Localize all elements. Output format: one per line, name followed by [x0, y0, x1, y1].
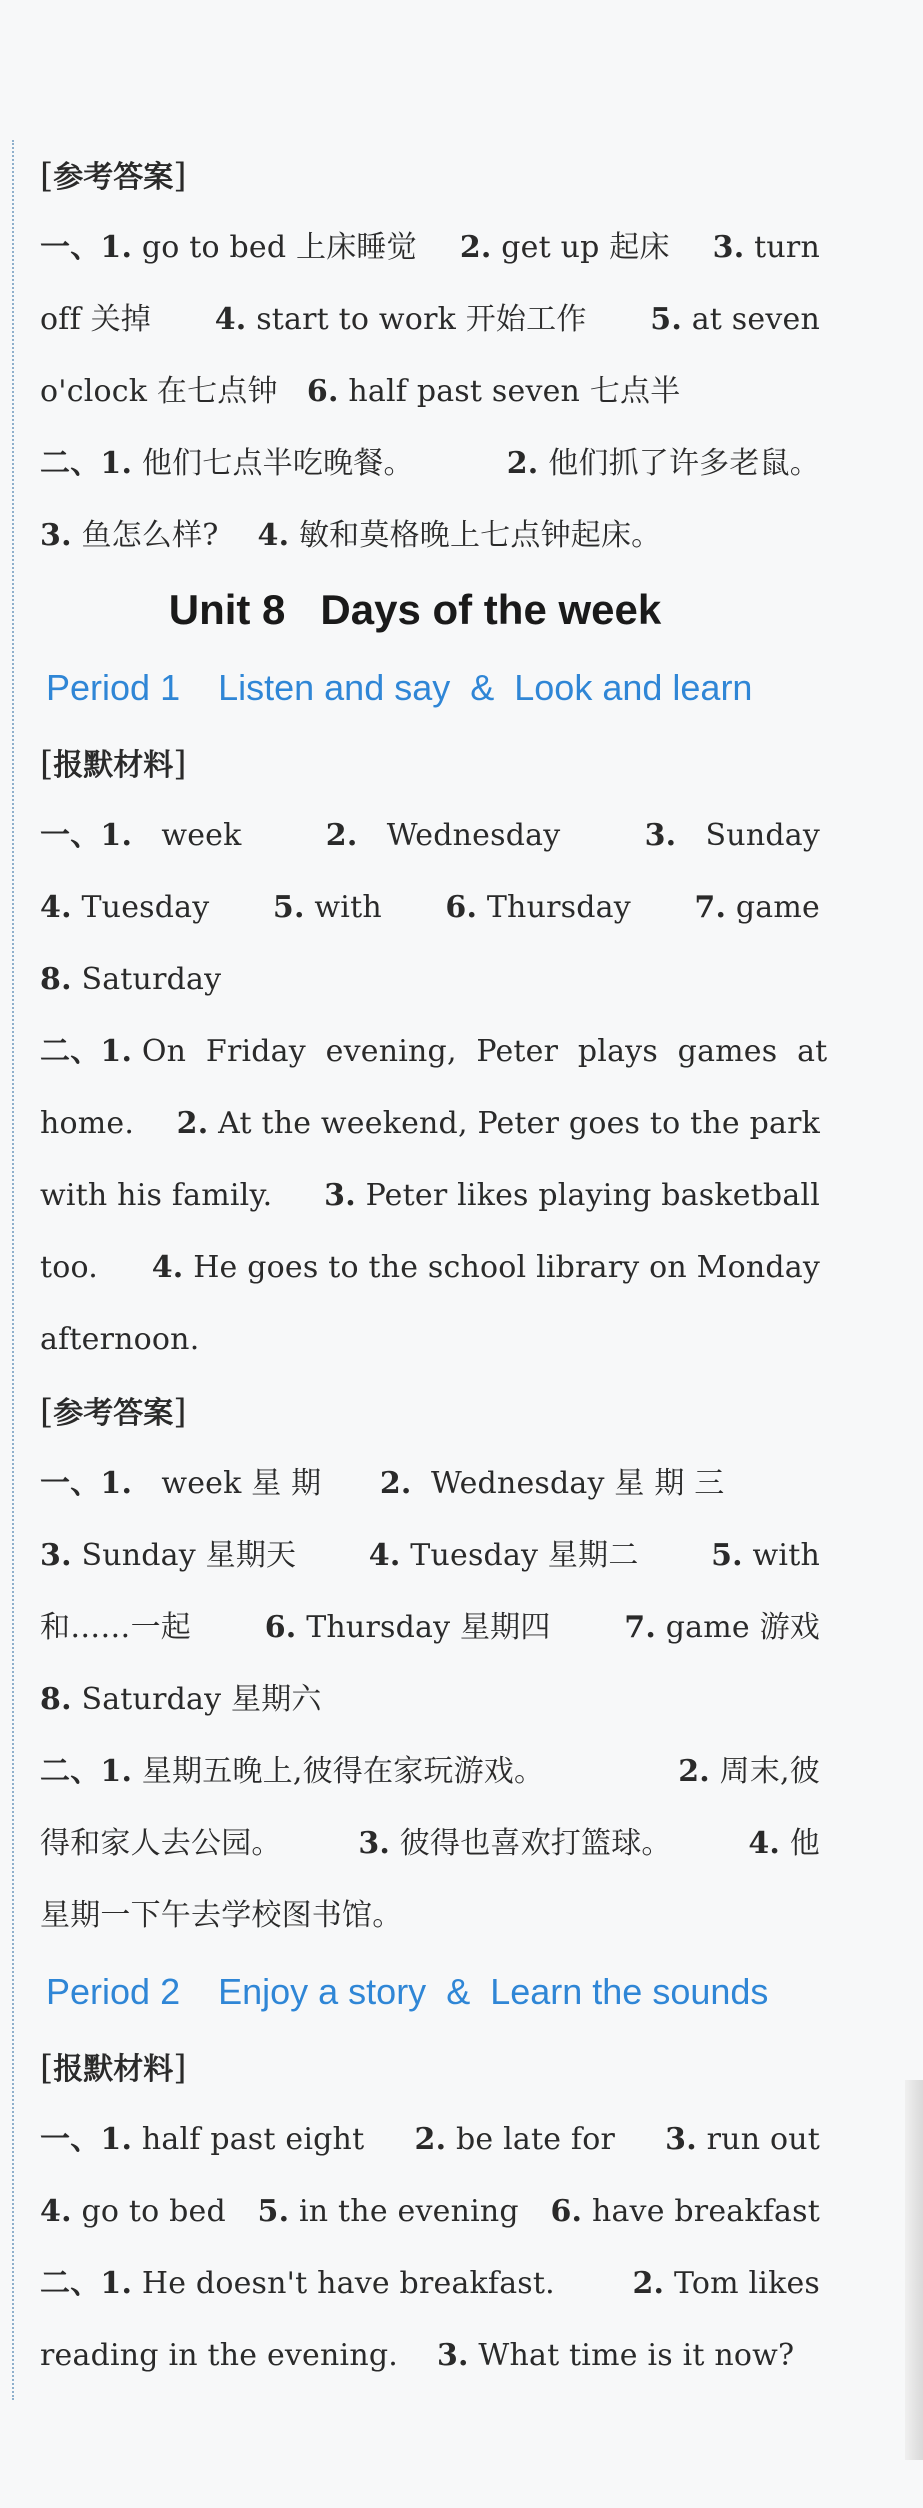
answer-line: 3. 鱼怎么样? 4. 敏和莫格晚上七点钟起床。 [40, 518, 662, 553]
dictation-header-1: [报默材料] [40, 744, 187, 784]
answer-line: 和……一起 6. Thursday 星期四 7. game 游戏 [40, 1610, 820, 1645]
dictation-line: 二、1. He doesn't have breakfast. 2. Tom likes [40, 2266, 820, 2301]
dictation-line: 一、1. week 2. Wednesday 3. Sunday [40, 818, 820, 853]
unit-title: Unit 8 Days of the week [168, 586, 662, 633]
dictation-header-2: [报默材料] [40, 2048, 187, 2088]
answer-line: 8. Saturday 星期六 [40, 1682, 322, 1717]
answer-line: 二、1. 他们七点半吃晚餐。 2. 他们抓了许多老鼠。 [40, 446, 820, 481]
dictation-line: home. 2. At the weekend, Peter goes to the park [40, 1106, 820, 1141]
answer-line: 二、1. 星期五晚上,彼得在家玩游戏。 2. 周末,彼 [40, 1754, 820, 1789]
answer-line: 得和家人去公园。 3. 彼得也喜欢打篮球。 4. 他 [40, 1826, 820, 1861]
dictation-line: too. 4. He goes to the school library on Monday [40, 1250, 820, 1285]
dictation-line: 8. Saturday [40, 962, 222, 997]
dictation-line: reading in the evening. 3. What time is it now? [40, 2338, 795, 2373]
answers-header-2: [参考答案] [40, 1392, 187, 1432]
answer-line: 星期一下午去学校图书馆。 [40, 1898, 403, 1933]
answer-line: 一、1. week 星 期 2. Wednesday 星 期 三 [40, 1466, 725, 1501]
answers-header-1: [参考答案] [40, 156, 187, 196]
page-edge-shadow [905, 2080, 923, 2460]
period-1-heading: Period 1 Listen and say & Look and learn [46, 667, 753, 708]
dictation-line: 二、1. On Friday evening, Peter plays games at [40, 1034, 828, 1069]
answer-page [40, 140, 828, 2392]
period-2-heading: Period 2 Enjoy a story & Learn the sounds [46, 1971, 769, 2012]
answer-line: 一、1. go to bed 上床睡觉 2. get up 起床 3. turn [40, 230, 820, 265]
dictation-line: with his family. 3. Peter likes playing basketball [40, 1178, 820, 1213]
dictation-line: afternoon. [40, 1322, 200, 1357]
dictation-line: 4. Tuesday 5. with 6. Thursday 7. game [40, 890, 820, 925]
margin-dotted-line [12, 140, 14, 2400]
answer-line: 3. Sunday 星期天 4. Tuesday 星期二 5. with [40, 1538, 820, 1573]
dictation-line: 4. go to bed 5. in the evening 6. have breakfast [40, 2194, 820, 2229]
dictation-line: 一、1. half past eight 2. be late for 3. run out [40, 2122, 820, 2157]
answer-line: o'clock 在七点钟 6. half past seven 七点半 [40, 374, 681, 409]
answer-line: off 关掉 4. start to work 开始工作 5. at seven [40, 302, 820, 337]
